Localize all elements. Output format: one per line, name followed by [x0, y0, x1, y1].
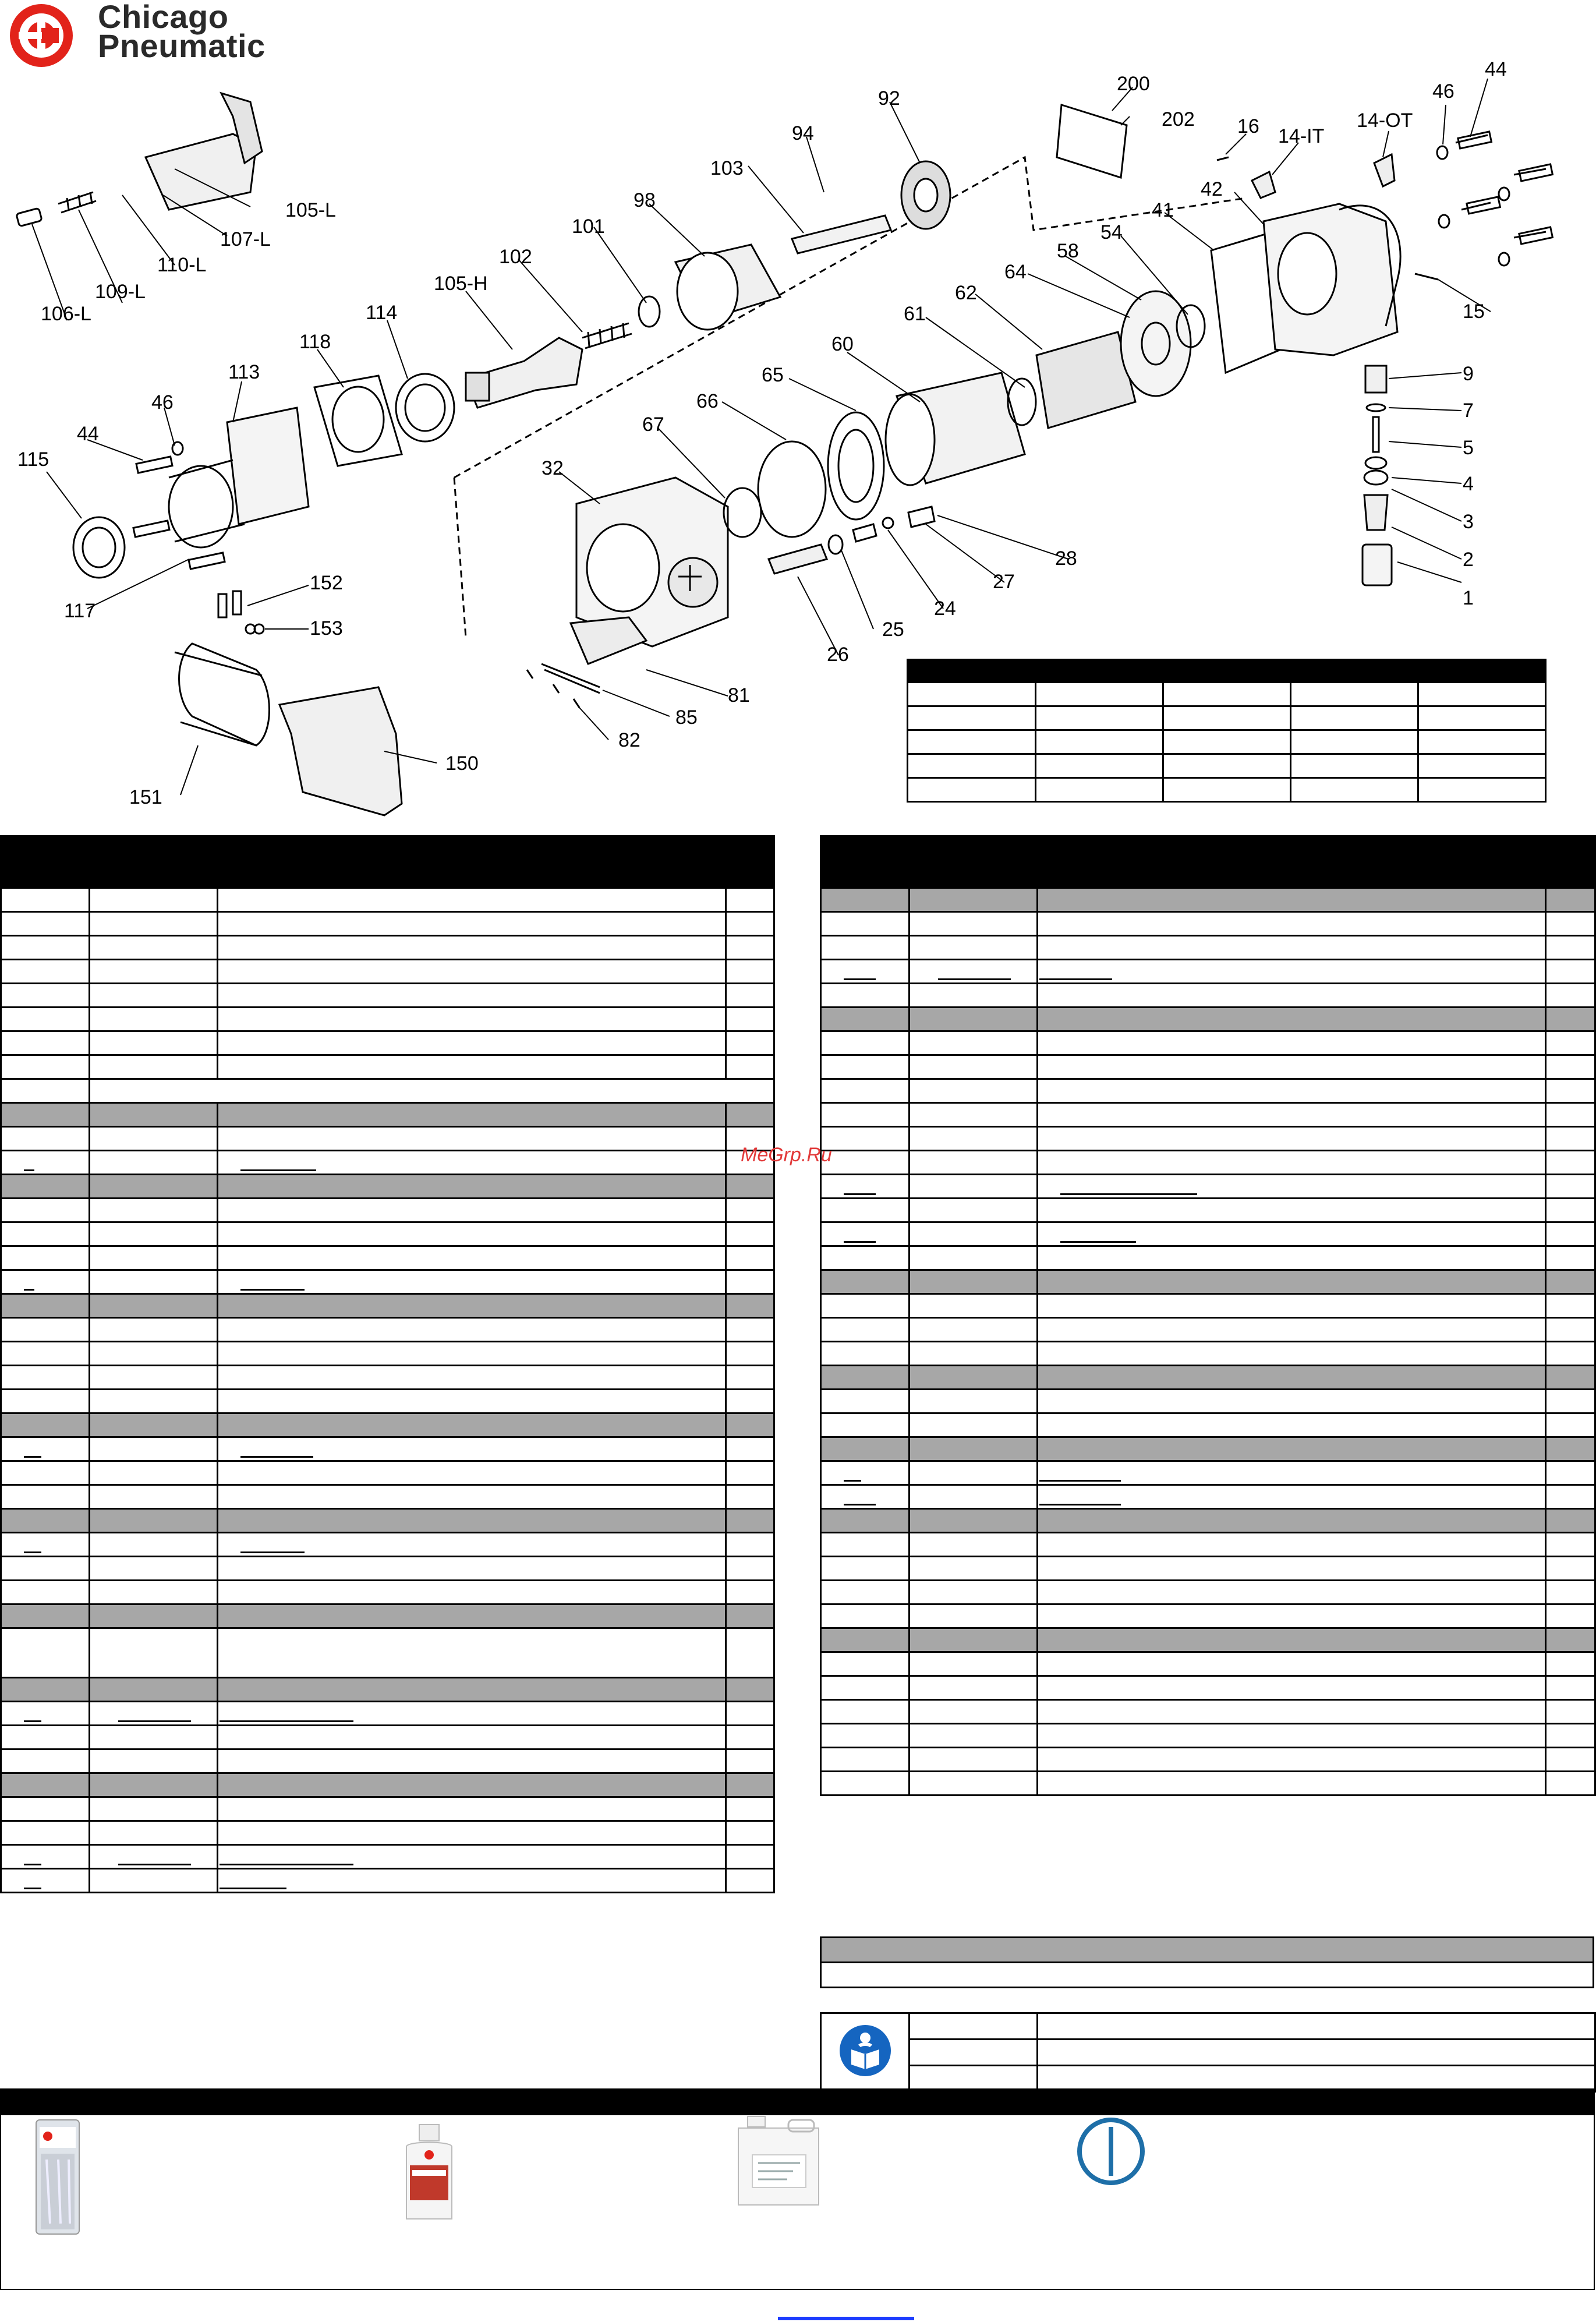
- manual-reference-table: [820, 2012, 1596, 2093]
- callout-14-OT: 14-OT: [1357, 109, 1413, 132]
- callout-113: 113: [228, 361, 260, 383]
- spec-table: [907, 659, 1547, 803]
- callout-150: 150: [445, 752, 479, 775]
- callout-107-L: 107-L: [220, 228, 271, 250]
- callout-98: 98: [634, 189, 656, 211]
- lubricator-icon: [1075, 2115, 1147, 2187]
- accessories-panel: [0, 2114, 1595, 2290]
- callout-61: 61: [904, 303, 926, 325]
- read-manual-icon: [838, 2024, 892, 2077]
- callout-26: 26: [827, 644, 849, 666]
- callout-85: 85: [675, 706, 698, 729]
- brand-line-2: Pneumatic: [98, 27, 266, 64]
- parts-table-left: [0, 835, 775, 1893]
- callout-103: 103: [710, 157, 744, 179]
- oil-jug-icon: [735, 2114, 822, 2207]
- callout-32: 32: [542, 457, 564, 479]
- accessories-header-bar: [0, 2088, 1595, 2115]
- callout-117: 117: [64, 600, 96, 622]
- callout-24: 24: [934, 598, 956, 620]
- callout-54: 54: [1100, 221, 1123, 243]
- callout-1: 1: [1463, 587, 1474, 609]
- callout-44: 44: [1485, 58, 1507, 80]
- brand-line-1: Chicago: [98, 0, 229, 35]
- callout-58: 58: [1057, 240, 1079, 262]
- callout-62: 62: [955, 282, 977, 304]
- callout-14-IT: 14-IT: [1278, 125, 1325, 147]
- parts-table-right: [820, 835, 1596, 1796]
- callout-66: 66: [696, 390, 719, 412]
- callout-42: 42: [1201, 178, 1223, 200]
- brand-name: [98, 0, 266, 64]
- grease-tube-icon: [35, 2119, 80, 2235]
- callout-105-L: 105-L: [285, 199, 336, 221]
- callout-115: 115: [17, 448, 49, 471]
- callout-27: 27: [993, 571, 1015, 593]
- callout-67: 67: [642, 413, 664, 436]
- callout-46-left: 46: [151, 391, 174, 413]
- callout-9: 9: [1463, 363, 1474, 385]
- callout-92: 92: [878, 87, 900, 109]
- callout-109-L: 109-L: [95, 281, 146, 303]
- callout-106-L: 106-L: [41, 303, 91, 325]
- callout-44-left: 44: [77, 423, 99, 445]
- callout-200: 200: [1117, 73, 1150, 95]
- callout-2: 2: [1463, 549, 1474, 571]
- callout-7: 7: [1463, 400, 1474, 422]
- callout-3: 3: [1463, 511, 1474, 533]
- callout-4: 4: [1463, 473, 1474, 495]
- callout-15: 15: [1463, 301, 1485, 323]
- watermark: MeGrp.Ru: [741, 1144, 832, 1166]
- callout-101: 101: [572, 215, 605, 238]
- kit-table: [820, 1936, 1594, 1988]
- callout-60: 60: [831, 333, 854, 355]
- callout-16: 16: [1237, 115, 1259, 137]
- callout-46: 46: [1432, 80, 1455, 103]
- callout-81: 81: [728, 684, 750, 706]
- callout-153: 153: [310, 617, 343, 639]
- callout-64: 64: [1004, 261, 1027, 283]
- callout-114: 114: [366, 302, 398, 324]
- callout-65: 65: [762, 364, 784, 386]
- callout-151: 151: [129, 786, 162, 808]
- callout-41: 41: [1152, 199, 1174, 221]
- callout-118: 118: [299, 331, 331, 353]
- callout-94: 94: [792, 122, 814, 144]
- callout-202: 202: [1162, 108, 1195, 130]
- callout-82: 82: [618, 729, 640, 751]
- callout-152: 152: [310, 572, 343, 594]
- callout-102: 102: [499, 246, 532, 268]
- callout-110-L: 110-L: [157, 254, 207, 276]
- callout-105-H: 105-H: [434, 273, 488, 295]
- footer-link-underline: [778, 2317, 914, 2320]
- callout-28: 28: [1055, 547, 1077, 570]
- tool-oil-bottle-icon: [402, 2123, 456, 2222]
- chicago-pneumatic-logo: [3, 2, 79, 69]
- callout-25: 25: [882, 619, 904, 641]
- callout-5: 5: [1463, 437, 1474, 459]
